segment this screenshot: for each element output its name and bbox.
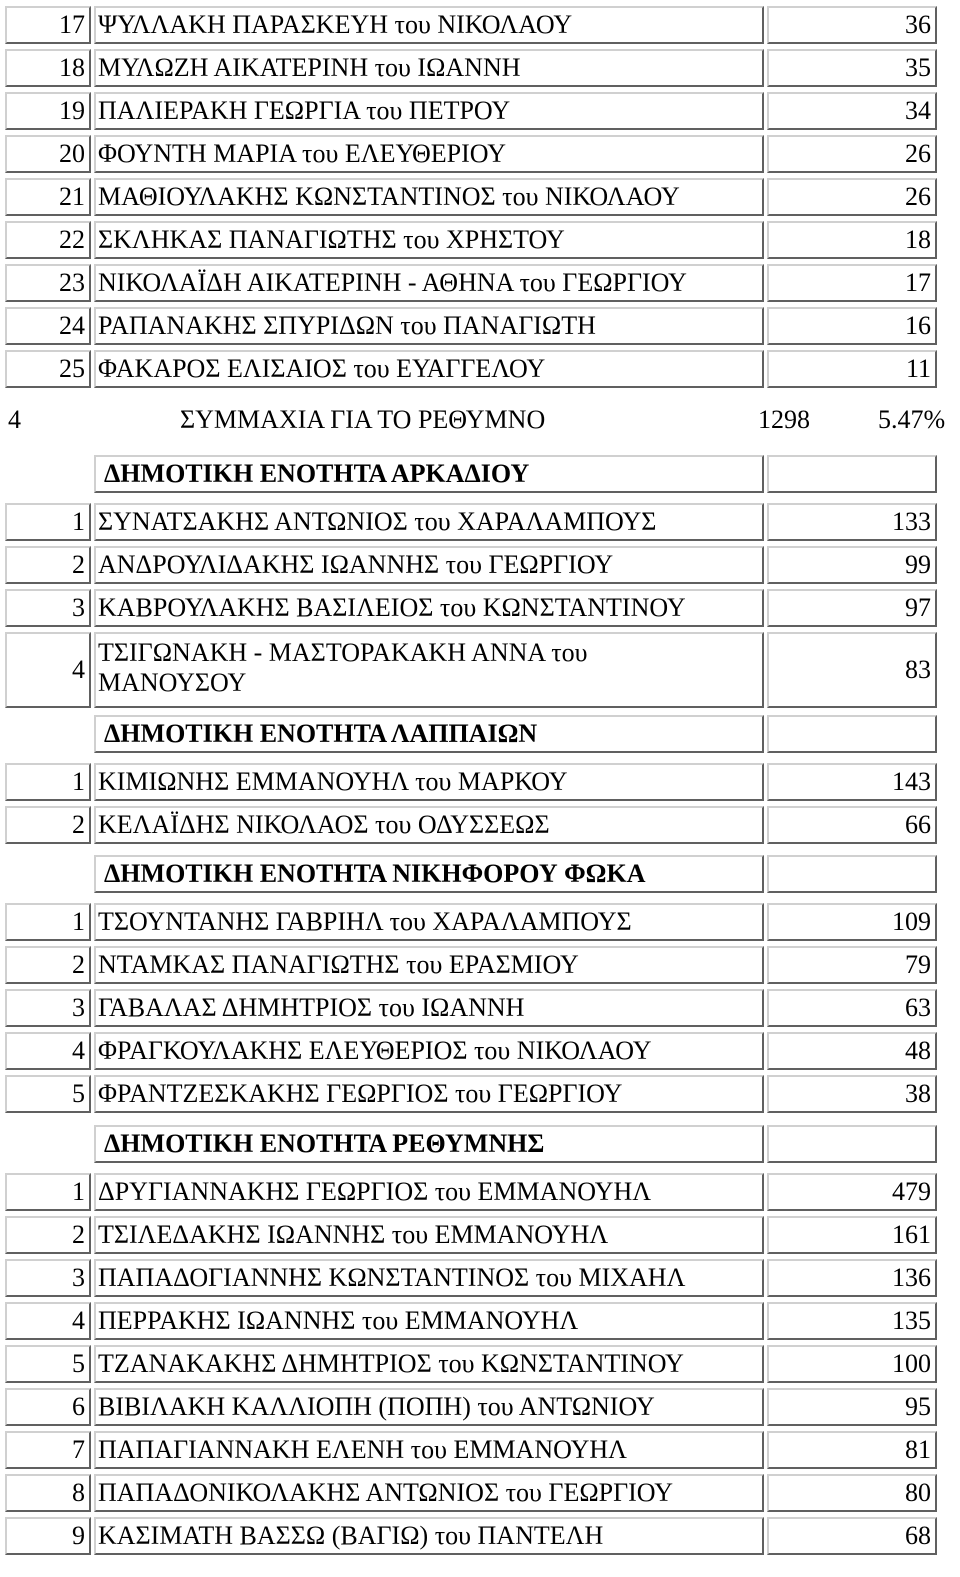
section-votes-cell — [767, 1125, 937, 1163]
candidate-number: 4 — [5, 1032, 91, 1070]
candidate-votes: 135 — [767, 1302, 937, 1340]
candidate-votes: 136 — [767, 1259, 937, 1297]
candidate-number: 2 — [5, 546, 91, 584]
candidate-number: 25 — [5, 350, 91, 388]
table-row — [5, 1302, 935, 1340]
candidate-votes: 18 — [767, 221, 937, 259]
table-row — [5, 1431, 935, 1469]
candidate-votes: 99 — [767, 546, 937, 584]
table-row — [5, 763, 935, 801]
candidate-name: ΚΑΣΙΜΑΤΗ ΒΑΣΣΩ (ΒΑΓΙΩ) του ΠΑΝΤΕΛΗ — [94, 1517, 764, 1555]
candidate-votes: 26 — [767, 135, 937, 173]
section-title: ΔΗΜΟΤΙΚΗ ΕΝΟΤΗΤΑ ΛΑΠΠΑΙΩΝ — [94, 715, 764, 753]
candidate-votes: 16 — [767, 307, 937, 345]
candidate-name: ΦΑΚΑΡΟΣ ΕΛΙΣΑΙΟΣ του ΕΥΑΓΓΕΛΟΥ — [94, 350, 764, 388]
section-header-row — [5, 715, 935, 753]
section-header-row — [5, 455, 935, 493]
table-row — [5, 503, 935, 541]
section-votes-cell — [767, 455, 937, 493]
table-row — [5, 1474, 935, 1512]
candidate-name: ΔΡΥΓΙΑΝΝΑΚΗΣ ΓΕΩΡΓΙΟΣ του ΕΜΜΑΝΟΥΗΛ — [94, 1173, 764, 1211]
candidate-number: 2 — [5, 946, 91, 984]
candidate-number: 3 — [5, 989, 91, 1027]
candidate-votes: 79 — [767, 946, 937, 984]
candidate-votes: 83 — [767, 632, 937, 708]
candidate-name: ΠΑΠΑΔΟΓΙΑΝΝΗΣ ΚΩΝΣΤΑΝΤΙΝΟΣ του ΜΙΧΑΗΛ — [94, 1259, 764, 1297]
candidate-number: 7 — [5, 1431, 91, 1469]
table-row — [5, 1032, 935, 1070]
candidate-name: ΠΕΡΡΑΚΗΣ ΙΩΑΝΝΗΣ του ΕΜΜΑΝΟΥΗΛ — [94, 1302, 764, 1340]
candidate-votes: 17 — [767, 264, 937, 302]
section-votes-cell — [767, 715, 937, 753]
candidate-number: 23 — [5, 264, 91, 302]
candidate-number: 4 — [5, 1302, 91, 1340]
section-title: ΔΗΜΟΤΙΚΗ ΕΝΟΤΗΤΑ ΑΡΚΑΔΙΟΥ — [94, 455, 764, 493]
party-votes: 1298 — [758, 405, 810, 434]
party-name: ΣΥΜΜΑΧΙΑ ΓΙΑ ΤΟ ΡΕΘΥΜΝΟ — [180, 405, 546, 434]
candidate-votes: 26 — [767, 178, 937, 216]
candidate-name: ΑΝΔΡΟΥΛΙΔΑΚΗΣ ΙΩΑΝΝΗΣ του ΓΕΩΡΓΙΟΥ — [94, 546, 764, 584]
table-row — [5, 307, 935, 345]
table-row — [5, 178, 935, 216]
table-row — [5, 903, 935, 941]
candidate-name: ΠΑΠΑΓΙΑΝΝΑΚΗ ΕΛΕΝΗ του ΕΜΜΑΝΟΥΗΛ — [94, 1431, 764, 1469]
candidate-votes: 143 — [767, 763, 937, 801]
candidate-number: 22 — [5, 221, 91, 259]
table-row — [5, 1345, 935, 1383]
table-row — [5, 546, 935, 584]
candidate-name: ΦΡΑΓΚΟΥΛΑΚΗΣ ΕΛΕΥΘΕΡΙΟΣ του ΝΙΚΟΛΑΟΥ — [94, 1032, 764, 1070]
table-row — [5, 1259, 935, 1297]
candidate-name: ΜΑΘΙΟΥΛΑΚΗΣ ΚΩΝΣΤΑΝΤΙΝΟΣ του ΝΙΚΟΛΑΟΥ — [94, 178, 764, 216]
party-row — [0, 400, 960, 440]
candidate-number: 17 — [5, 6, 91, 44]
candidate-votes: 80 — [767, 1474, 937, 1512]
candidate-name: ΦΟΥΝΤΗ ΜΑΡΙΑ του ΕΛΕΥΘΕΡΙΟΥ — [94, 135, 764, 173]
table-row — [5, 264, 935, 302]
table-row — [5, 1388, 935, 1426]
candidate-number: 5 — [5, 1075, 91, 1113]
party-percentage: 5.47% — [878, 405, 946, 434]
candidate-name: ΠΑΠΑΔΟΝΙΚΟΛΑΚΗΣ ΑΝΤΩΝΙΟΣ του ΓΕΩΡΓΙΟΥ — [94, 1474, 764, 1512]
candidate-number: 24 — [5, 307, 91, 345]
candidate-number: 18 — [5, 49, 91, 87]
candidate-votes: 68 — [767, 1517, 937, 1555]
candidate-name: ΚΑΒΡΟΥΛΑΚΗΣ ΒΑΣΙΛΕΙΟΣ του ΚΩΝΣΤΑΝΤΙΝΟΥ — [94, 589, 764, 627]
candidate-votes: 479 — [767, 1173, 937, 1211]
candidate-name: ΣΥΝΑΤΣΑΚΗΣ ΑΝΤΩΝΙΟΣ του ΧΑΡΑΛΑΜΠΟΥΣ — [94, 503, 764, 541]
candidate-number: 3 — [5, 1259, 91, 1297]
candidate-number: 1 — [5, 1173, 91, 1211]
candidate-name: ΣΚΛΗΚΑΣ ΠΑΝΑΓΙΩΤΗΣ του ΧΡΗΣΤΟΥ — [94, 221, 764, 259]
candidate-votes: 48 — [767, 1032, 937, 1070]
candidate-name-line: ΤΣΙΓΩΝΑΚΗ - ΜΑΣΤΟΡΑΚΑΚΗ ΑΝΝΑ του — [98, 638, 588, 667]
section-header-row — [5, 1125, 935, 1163]
candidate-votes: 11 — [767, 350, 937, 388]
candidate-number: 20 — [5, 135, 91, 173]
table-row — [5, 632, 935, 708]
table-row — [5, 1173, 935, 1211]
section-title: ΔΗΜΟΤΙΚΗ ΕΝΟΤΗΤΑ ΝΙΚΗΦΟΡΟΥ ΦΩΚΑ — [94, 855, 764, 893]
candidate-number: 4 — [5, 632, 91, 708]
candidate-name: ΤΣΟΥΝΤΑΝΗΣ ΓΑΒΡΙΗΛ του ΧΑΡΑΛΑΜΠΟΥΣ — [94, 903, 764, 941]
candidate-number: 2 — [5, 806, 91, 844]
table-row — [5, 135, 935, 173]
candidate-votes: 100 — [767, 1345, 937, 1383]
table-row — [5, 589, 935, 627]
section-title: ΔΗΜΟΤΙΚΗ ΕΝΟΤΗΤΑ ΡΕΘΥΜΝΗΣ — [94, 1125, 764, 1163]
table-row — [5, 6, 935, 44]
candidate-number: 19 — [5, 92, 91, 130]
candidate-name — [94, 632, 764, 708]
table-row — [5, 1216, 935, 1254]
candidate-number: 6 — [5, 1388, 91, 1426]
candidate-name-line: ΜΑΝΟΥΣΟΥ — [98, 668, 247, 697]
party-number: 4 — [8, 405, 21, 434]
candidate-name: ΝΤΑΜΚΑΣ ΠΑΝΑΓΙΩΤΗΣ του ΕΡΑΣΜΙΟΥ — [94, 946, 764, 984]
table-row — [5, 49, 935, 87]
table-row — [5, 92, 935, 130]
candidate-name: ΦΡΑΝΤΖΕΣΚΑΚΗΣ ΓΕΩΡΓΙΟΣ του ΓΕΩΡΓΙΟΥ — [94, 1075, 764, 1113]
candidate-votes: 97 — [767, 589, 937, 627]
candidate-number: 9 — [5, 1517, 91, 1555]
candidate-votes: 81 — [767, 1431, 937, 1469]
candidate-votes: 38 — [767, 1075, 937, 1113]
section-header-row — [5, 855, 935, 893]
table-row — [5, 350, 935, 388]
candidate-votes: 133 — [767, 503, 937, 541]
candidate-votes: 109 — [767, 903, 937, 941]
candidate-name: ΒΙΒΙΛΑΚΗ ΚΑΛΛΙΟΠΗ (ΠΟΠΗ) του ΑΝΤΩΝΙΟΥ — [94, 1388, 764, 1426]
candidate-votes: 35 — [767, 49, 937, 87]
candidate-number: 2 — [5, 1216, 91, 1254]
candidate-name: ΚΙΜΙΩΝΗΣ ΕΜΜΑΝΟΥΗΛ του ΜΑΡΚΟΥ — [94, 763, 764, 801]
candidate-name: ΝΙΚΟΛΑΪΔΗ ΑΙΚΑΤΕΡΙΝΗ - ΑΘΗΝΑ του ΓΕΩΡΓΙΟΥ — [94, 264, 764, 302]
candidate-number: 8 — [5, 1474, 91, 1512]
candidate-votes: 36 — [767, 6, 937, 44]
table-row — [5, 1075, 935, 1113]
candidate-name: ΤΣΙΛΕΔΑΚΗΣ ΙΩΑΝΝΗΣ του ΕΜΜΑΝΟΥΗΛ — [94, 1216, 764, 1254]
candidate-votes: 95 — [767, 1388, 937, 1426]
candidate-name: ΜΥΛΩΖΗ ΑΙΚΑΤΕΡΙΝΗ του ΙΩΑΝΝΗ — [94, 49, 764, 87]
candidate-number: 1 — [5, 503, 91, 541]
table-row — [5, 989, 935, 1027]
candidate-name: ΚΕΛΑΪΔΗΣ ΝΙΚΟΛΑΟΣ του ΟΔΥΣΣΕΩΣ — [94, 806, 764, 844]
table-row — [5, 806, 935, 844]
candidate-name: ΠΑΛΙΕΡΑΚΗ ΓΕΩΡΓΙΑ του ΠΕΤΡΟΥ — [94, 92, 764, 130]
candidate-votes: 34 — [767, 92, 937, 130]
table-row — [5, 946, 935, 984]
candidate-name: ΓΑΒΑΛΑΣ ΔΗΜΗΤΡΙΟΣ του ΙΩΑΝΝΗ — [94, 989, 764, 1027]
candidate-votes: 161 — [767, 1216, 937, 1254]
candidate-number: 5 — [5, 1345, 91, 1383]
candidate-number: 1 — [5, 903, 91, 941]
candidate-name: ΤΖΑΝΑΚΑΚΗΣ ΔΗΜΗΤΡΙΟΣ του ΚΩΝΣΤΑΝΤΙΝΟΥ — [94, 1345, 764, 1383]
table-row — [5, 221, 935, 259]
candidate-number: 21 — [5, 178, 91, 216]
section-votes-cell — [767, 855, 937, 893]
candidate-name: ΨΥΛΛΑΚΗ ΠΑΡΑΣΚΕΥΗ του ΝΙΚΟΛΑΟΥ — [94, 6, 764, 44]
candidate-number: 3 — [5, 589, 91, 627]
candidate-name: ΡΑΠΑΝΑΚΗΣ ΣΠΥΡΙΔΩΝ του ΠΑΝΑΓΙΩΤΗ — [94, 307, 764, 345]
candidate-votes: 63 — [767, 989, 937, 1027]
candidate-votes: 66 — [767, 806, 937, 844]
candidate-number: 1 — [5, 763, 91, 801]
table-row — [5, 1517, 935, 1555]
